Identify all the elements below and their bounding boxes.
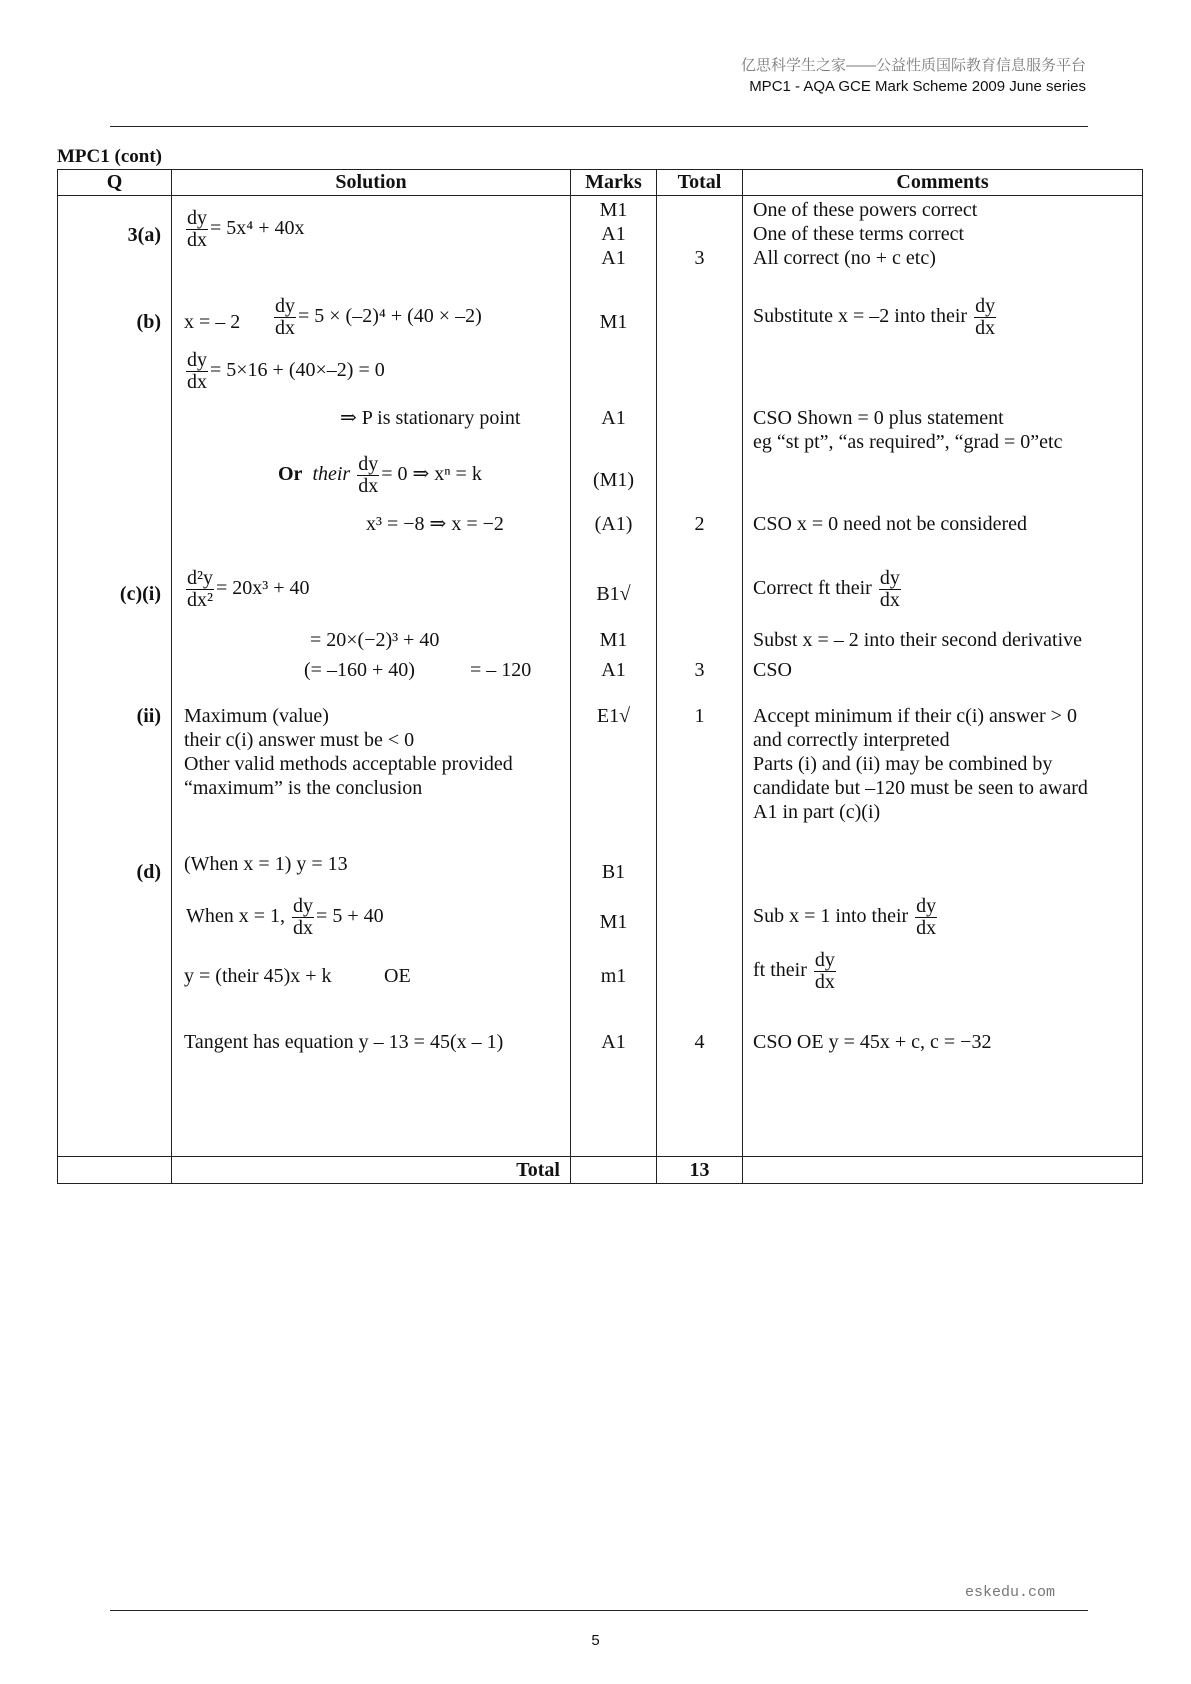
subtotal: 3 xyxy=(694,247,705,269)
comment: All correct (no + c etc) xyxy=(753,247,936,269)
col-header-marks: Marks xyxy=(571,170,657,196)
comment: candidate but –120 must be seen to award xyxy=(753,777,1088,799)
comment: A1 in part (c)(i) xyxy=(753,801,881,823)
solution-ci-line1: $\frac{\text{d²y}}{\text{dx²}}$ = 20x³ + 40 xyxy=(187,567,310,611)
solution-ci-line3a: (= –160 + 40) xyxy=(304,659,415,681)
solution-d-3a: y = (their 45)x + k xyxy=(184,965,332,987)
dydx-fraction: $\frac{dy}{dx}$ xyxy=(187,207,207,251)
mark: (M1) xyxy=(592,469,635,491)
col-header-q: Q xyxy=(58,170,172,196)
comment: CSO OE y = 45x + c, c = −32 xyxy=(753,1031,992,1053)
total-row-comments-cell xyxy=(743,1157,1143,1184)
comment: CSO xyxy=(753,659,792,681)
solution-d-4: Tangent has equation y – 13 = 45(x – 1) xyxy=(184,1031,504,1053)
dydx-fraction: $\frac{dy}{dx}$ xyxy=(975,295,996,339)
dydx-fraction: $\frac{dy}{dx}$ xyxy=(814,949,835,993)
solution-d-2: When x = 1, $\frac{dy}{dx}$ = 5 + 40 xyxy=(186,895,384,939)
comment: Substitute x = –2 into their $\frac{dy}{dx}$ xyxy=(753,295,996,339)
total-value: 13 xyxy=(657,1157,743,1184)
comment: One of these powers correct xyxy=(753,199,978,221)
total-row-marks-cell xyxy=(571,1157,657,1184)
subtotal: 3 xyxy=(694,659,705,681)
mark-scheme-table xyxy=(57,169,1143,1184)
footer-site: eskedu.com xyxy=(964,1584,1055,1601)
mark: M1 xyxy=(599,629,628,651)
comment: One of these terms correct xyxy=(753,223,965,245)
table-total-row xyxy=(58,1157,1143,1184)
solution-column xyxy=(172,196,571,1157)
dydx-fraction: $\frac{dy}{dx}$ xyxy=(293,895,314,939)
solution-b-x: x = – 2 xyxy=(184,311,241,333)
solution-b-alternative: Or their $\frac{dy}{dx}$ = 0 ⇒ xⁿ = k xyxy=(278,453,482,497)
comment: Subst x = – 2 into their second derivative xyxy=(753,629,1083,651)
solution-ci-line3b: = – 120 xyxy=(470,659,532,681)
mark: M1 xyxy=(599,199,628,221)
table-header-row xyxy=(58,170,1143,196)
table-body-row xyxy=(58,196,1143,1157)
total-label: Total xyxy=(172,1157,571,1184)
solution-cii-3: Other valid methods acceptable provided xyxy=(184,753,513,775)
header-rule xyxy=(110,126,1088,127)
dydx-fraction: $\frac{dy}{dx}$ xyxy=(187,349,207,393)
comment: Parts (i) and (ii) may be combined by xyxy=(753,753,1053,775)
q-column xyxy=(58,196,172,1157)
solution-b-stationary: ⇒ P is stationary point xyxy=(340,407,521,429)
q-label-3a: 3(a) xyxy=(127,224,161,246)
mark: A1 xyxy=(601,659,626,681)
col-header-total: Total xyxy=(657,170,743,196)
dydx-fraction: $\frac{dy}{dx}$ xyxy=(879,567,900,611)
q-label-cii: (ii) xyxy=(136,705,161,727)
col-header-solution: Solution xyxy=(172,170,571,196)
dydx-fraction: $\frac{dy}{dx}$ xyxy=(358,453,379,497)
mark: A1 xyxy=(601,407,626,429)
header-doc-title: MPC1 - AQA GCE Mark Scheme 2009 June series xyxy=(749,78,1086,95)
section-title: MPC1 (cont) xyxy=(57,146,162,167)
footer-rule xyxy=(110,1610,1088,1611)
comment: CSO Shown = 0 plus statement xyxy=(753,407,1004,429)
comment: eg “st pt”, “as required”, “grad = 0”etc xyxy=(753,431,1063,453)
header-site-cn: 亿思科学生之家——公益性质国际教育信息服务平台 xyxy=(740,57,1086,74)
subtotal: 2 xyxy=(694,513,705,535)
q-label-d: (d) xyxy=(136,861,161,883)
solution-b-line2: $\frac{dy}{dx}$ = 5×16 + (40×–2) = 0 xyxy=(187,349,385,393)
mark: A1 xyxy=(601,1031,626,1053)
marks-column xyxy=(571,196,657,1157)
dydx-fraction: $\frac{dy}{dx}$ xyxy=(916,895,937,939)
mark: (A1) xyxy=(594,513,633,535)
comment: Sub x = 1 into their $\frac{dy}{dx}$ xyxy=(753,895,937,939)
q-label-ci: (c)(i) xyxy=(119,583,161,605)
mark: A1 xyxy=(601,223,626,245)
solution-cii-4: “maximum” is the conclusion xyxy=(184,777,423,799)
solution-ci-line2: = 20×(−2)³ + 40 xyxy=(310,629,440,651)
mark: A1 xyxy=(601,247,626,269)
comment: ft their $\frac{dy}{dx}$ xyxy=(753,949,835,993)
solution-b-cube: x³ = −8 ⇒ x = −2 xyxy=(366,513,504,535)
subtotal: 1 xyxy=(694,705,705,727)
solution-3a: $\frac{dy}{dx}$ = 5x⁴ + 40x xyxy=(187,207,305,251)
q-label-b: (b) xyxy=(136,311,161,333)
comment: Correct ft their $\frac{dy}{dx}$ xyxy=(753,567,900,611)
page-number: 5 xyxy=(591,1632,600,1649)
total-column xyxy=(657,196,743,1157)
total-row-q-cell xyxy=(58,1157,172,1184)
solution-d-1: (When x = 1) y = 13 xyxy=(184,853,348,875)
solution-cii-2: their c(i) answer must be < 0 xyxy=(184,729,415,751)
d2ydx2-fraction: $\frac{\text{d²y}}{\text{dx²}}$ xyxy=(187,567,213,611)
mark: M1 xyxy=(599,911,628,933)
subtotal: 4 xyxy=(694,1031,705,1053)
solution-d-3b: OE xyxy=(384,965,411,987)
col-header-comments: Comments xyxy=(743,170,1143,196)
dydx-fraction: $\frac{dy}{dx}$ xyxy=(275,295,295,339)
mark: M1 xyxy=(599,311,628,333)
solution-cii-1: Maximum (value) xyxy=(184,705,329,727)
mark: B1√ xyxy=(596,583,631,605)
comment: Accept minimum if their c(i) answer > 0 xyxy=(753,705,1077,727)
comment: CSO x = 0 need not be considered xyxy=(753,513,1028,535)
mark: E1√ xyxy=(596,705,631,727)
comment: and correctly interpreted xyxy=(753,729,950,751)
mark: B1 xyxy=(601,861,626,883)
solution-b-line1: $\frac{dy}{dx}$ = 5 × (–2)⁴ + (40 × –2) xyxy=(275,295,482,339)
comments-column xyxy=(743,196,1143,1157)
mark: m1 xyxy=(600,965,627,987)
